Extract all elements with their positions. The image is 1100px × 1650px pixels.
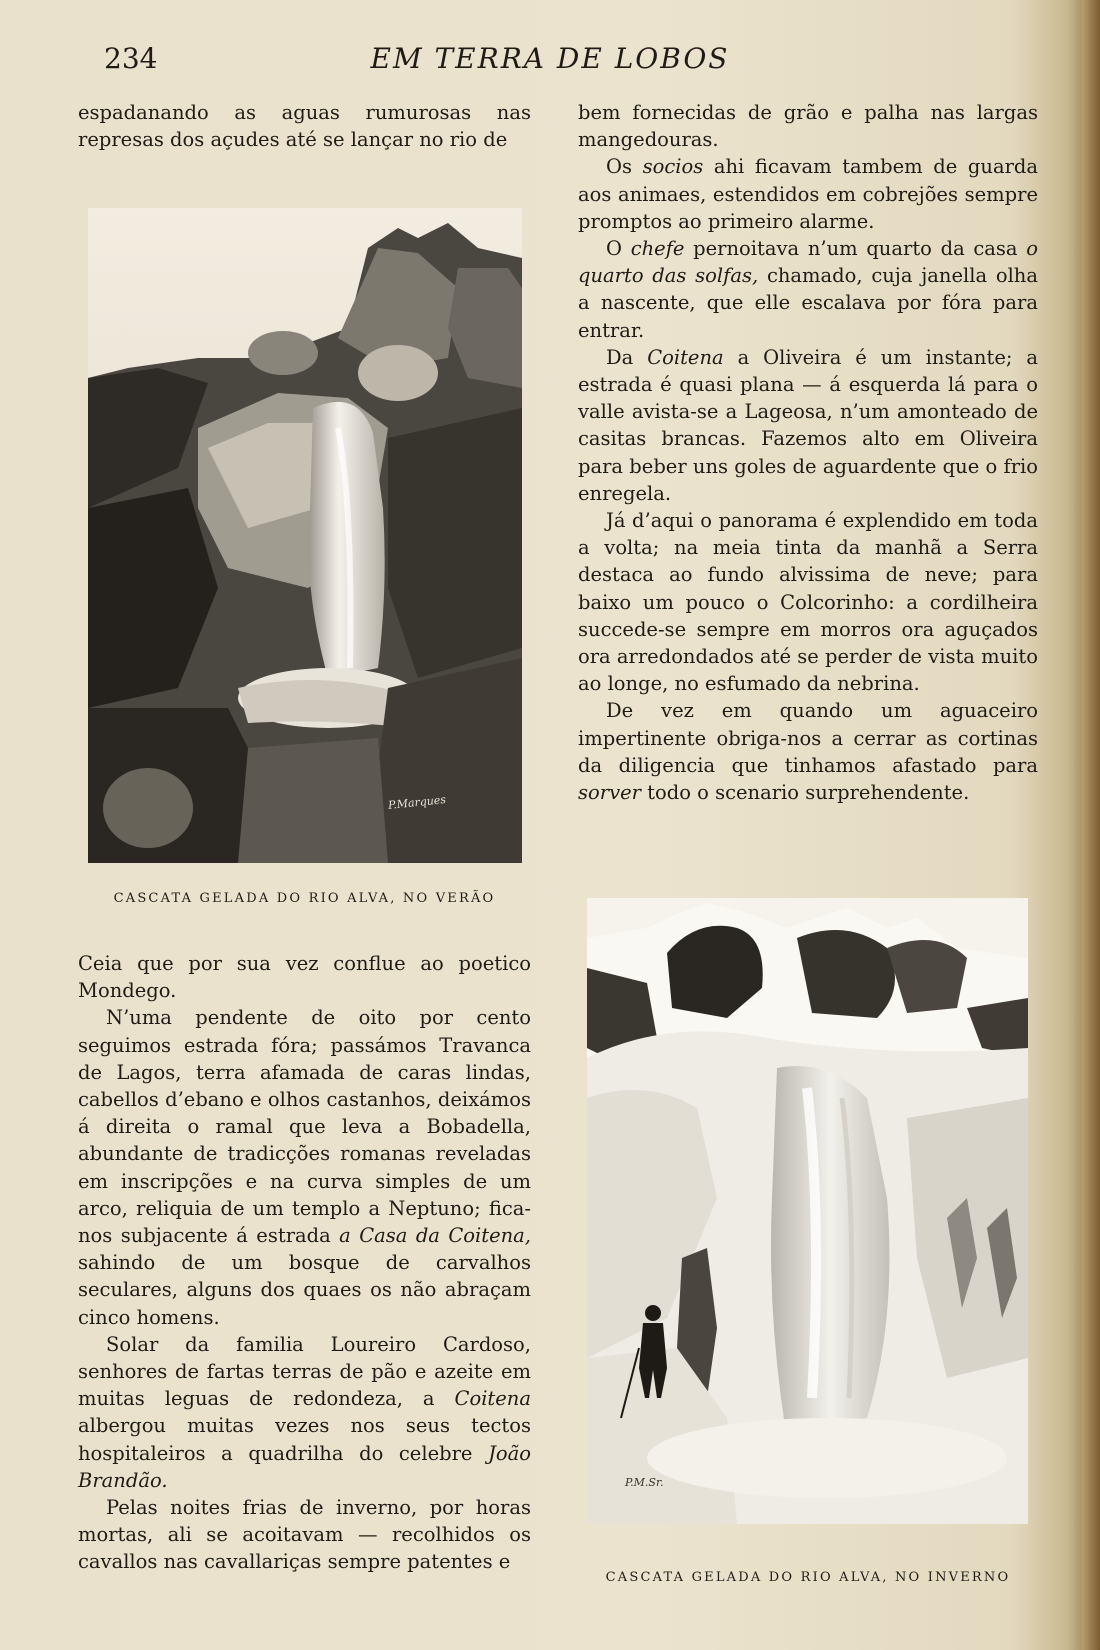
emphasis: chefe — [630, 237, 685, 261]
emphasis: Coitena — [647, 345, 724, 369]
photographer-signature: P.Marques — [387, 793, 447, 812]
running-title: EM TERRA DE LOBOS — [370, 42, 730, 75]
paragraph: Ceia que por sua vez conflue ao poetico Mondego. — [78, 952, 531, 1003]
text-run: ahi ficavam tambem de guarda aos animaes, estendidos em cobrejões sempre promptos ao primeiro alarme. — [578, 155, 1038, 233]
text-run: O — [606, 237, 631, 261]
emphasis: socios — [642, 155, 704, 179]
text-run: Solar da familia Loureiro Cardoso, senhores de fartas terras de pão e azeite em muitas leguas de redondeza, a — [78, 1332, 531, 1411]
waterfall-summer-image — [88, 208, 522, 863]
waterfall-winter-photo — [587, 898, 1028, 1524]
paragraph — [578, 344, 1038, 507]
left-column-bottom — [78, 950, 531, 1576]
paragraph: bem fornecidas de grão e palha nas largas mangedouras. — [578, 101, 1038, 152]
text-run: sahindo de um bosque de carvalhos seculares, alguns dos quaes os não abraçam cinco homens. — [78, 1251, 531, 1329]
emphasis: a Casa da Coitena, — [339, 1224, 531, 1248]
text-run: albergou muitas vezes nos seus tectos hospitaleiros a quadrilha do celebre — [78, 1414, 531, 1465]
text-run: todo o scenario surprehendente. — [640, 781, 970, 805]
text-run: Os — [606, 155, 643, 179]
paragraph: Já d’aqui o panorama é explendido em toda a volta; na meia tinta da manhã a Serra destaca ao fundo alvissima de neve; para baixo um pouco o Colcorinho: a cordilheira succede-se sempre em morros ora aguçados ora arredondados até se perder de vista muito ao longe, no esfumado da nebrina. — [578, 509, 1038, 696]
photographer-signature: P.M.Sr. — [625, 1476, 664, 1489]
text-run: Da — [606, 345, 648, 369]
waterfall-summer-photo — [88, 208, 522, 863]
emphasis: o quarto das solfas, — [578, 237, 1038, 288]
paragraph — [78, 1004, 531, 1330]
emphasis: sorver — [578, 781, 641, 805]
paragraph — [78, 1331, 531, 1494]
paragraph: Pelas noites frias de inverno, por horas mortas, ali se acoitavam — recolhidos os cavallos nas cavallariças sempre patentes e — [78, 1496, 531, 1574]
text-run: N’uma pendente de oito por cento seguimos estrada fóra; passámos Travanca de Lagos, terra afamada de caras lindas, cabellos d’ebano e olhos castanhos, deixámos á direita o ramal que leva a Bobadella, abundante de tradicções romanas reveladas em inscripções e na curva simples de um arco, reliquia de um templo a Neptuno; fica-nos subjacente á estrada — [78, 1006, 531, 1248]
figure-caption: CASCATA GELADA DO RIO ALVA, NO VERÃO — [113, 891, 496, 906]
waterfall-winter-image — [587, 898, 1028, 1524]
page-edge — [1082, 0, 1100, 1650]
emphasis: João Brandão. — [78, 1441, 531, 1492]
text-run: a Oliveira é um instante; a estrada é quasi plana — á esquerda lá para o valle avista-se a Lageosa, n’um amonteado de casitas brancas. Fazemos alto em Oliveira para beber uns goles de aguardente que o frio enregela. — [578, 345, 1038, 505]
paragraph — [578, 235, 1038, 344]
text-run: chamado, cuja janella olha a nascente, que elle escalava por fóra para entrar. — [578, 264, 1038, 342]
left-column-top — [78, 99, 531, 153]
paragraph — [578, 697, 1038, 806]
text-run: pernoitava n’um quarto da casa — [684, 237, 1027, 261]
paragraph — [578, 153, 1038, 235]
emphasis: Coitena — [454, 1387, 531, 1411]
page-header — [0, 40, 1100, 80]
figure-caption: CASCATA GELADA DO RIO ALVA, NO INVERNO — [605, 1570, 1011, 1585]
right-column-top — [578, 99, 1038, 806]
text-run: De vez em quando um aguaceiro impertinente obriga-nos a cerrar as cortinas da diligencia que tinhamos afastado para — [578, 699, 1038, 777]
paragraph: espadanando as aguas rumurosas nas represas dos açudes até se lançar no rio de — [78, 101, 531, 152]
page-number: 234 — [104, 42, 158, 75]
